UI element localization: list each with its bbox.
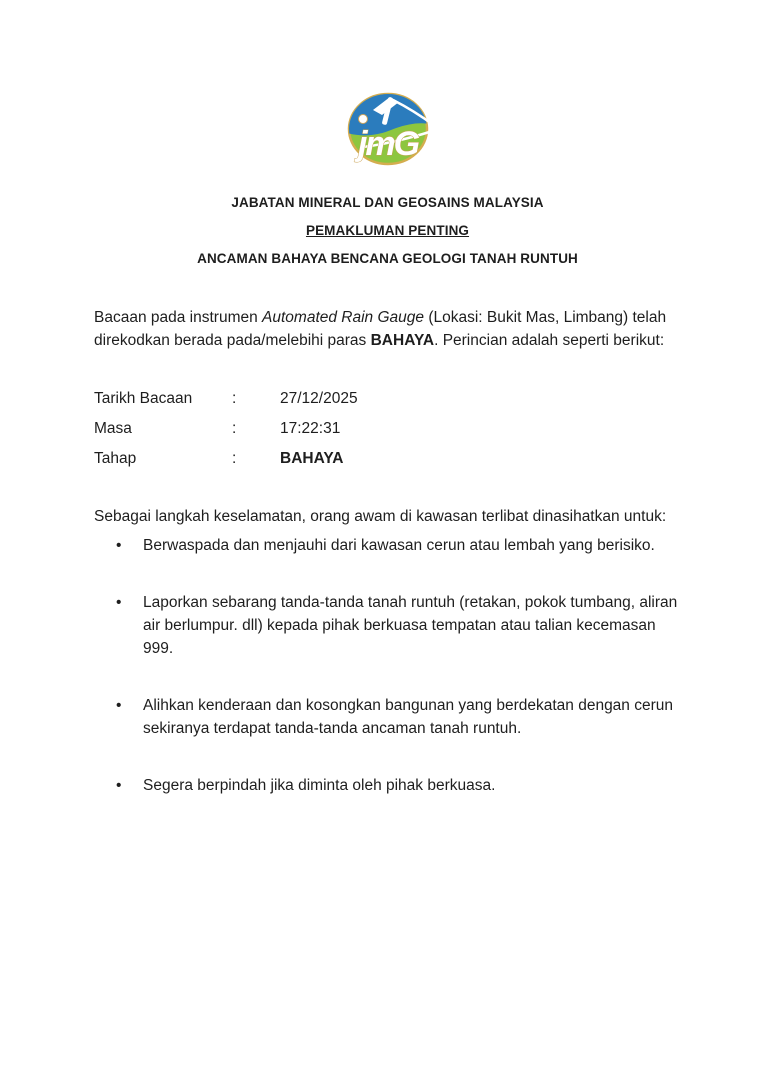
logo-container: [0, 0, 775, 178]
advice-item: • Laporkan sebarang tanda-tanda tanah runtuh (retakan, pokok tumbang, aliran air berlumpur. dll) kepada pihak berkuasa tempatan atau talian kecemasan 999.: [94, 591, 681, 660]
detail-value-level: BAHAYA: [280, 450, 344, 467]
detail-row-date: [94, 387, 681, 410]
advice-item: • Segera berpindah jika diminta oleh pihak berkuasa.: [94, 774, 681, 797]
detail-separator: :: [232, 390, 237, 407]
alert-level-text: BAHAYA: [370, 332, 435, 349]
detail-separator: :: [232, 450, 237, 467]
reading-details: [94, 387, 681, 470]
detail-label: Tarikh Bacaan: [94, 390, 193, 407]
instrument-name-text: Automated Rain Gauge: [262, 309, 425, 326]
detail-value-date: 27/12/2025: [280, 390, 358, 407]
document-body: [0, 280, 775, 831]
advice-item: • Alihkan kenderaan dan kosongkan bangunan yang berdekatan dengan cerun sekiranya terdapat tanda-tanda ancaman tanah runtuh.: [94, 694, 681, 740]
detail-value-time: 17:22:31: [280, 420, 341, 437]
advice-list: [94, 534, 681, 797]
org-name-heading: JABATAN MINERAL DAN GEOSAINS MALAYSIA: [231, 195, 544, 210]
jmg-logo-icon: [333, 85, 443, 171]
detail-row-level: [94, 447, 681, 470]
intro-prefix-text: Bacaan pada instrumen: [94, 309, 263, 326]
intro-suffix-text: . Perincian adalah seperti berikut:: [434, 332, 665, 349]
advice-item: • Berwaspada dan menjauhi dari kawasan cerun atau lembah yang berisiko.: [94, 534, 681, 557]
notice-title-heading: PEMAKLUMAN PENTING: [305, 223, 470, 238]
intro-paragraph: [94, 306, 681, 352]
detail-label: Tahap: [94, 450, 137, 467]
jmg-logo-letters: jmG: [357, 125, 418, 163]
advice-intro-paragraph: Sebagai langkah keselamatan, orang awam di kawasan terlibat dinasihatkan untuk:: [94, 508, 667, 525]
detail-row-time: [94, 417, 681, 440]
detail-label: Masa: [94, 420, 132, 437]
detail-separator: :: [232, 420, 237, 437]
intro-middle-text: (Lokasi: Bukit Mas, Limbang) telah direkodkan berada pada/melebihi paras: [94, 309, 667, 349]
notice-subject-heading: ANCAMAN BAHAYA BENCANA GEOLOGI TANAH RUNTUH: [197, 251, 578, 266]
